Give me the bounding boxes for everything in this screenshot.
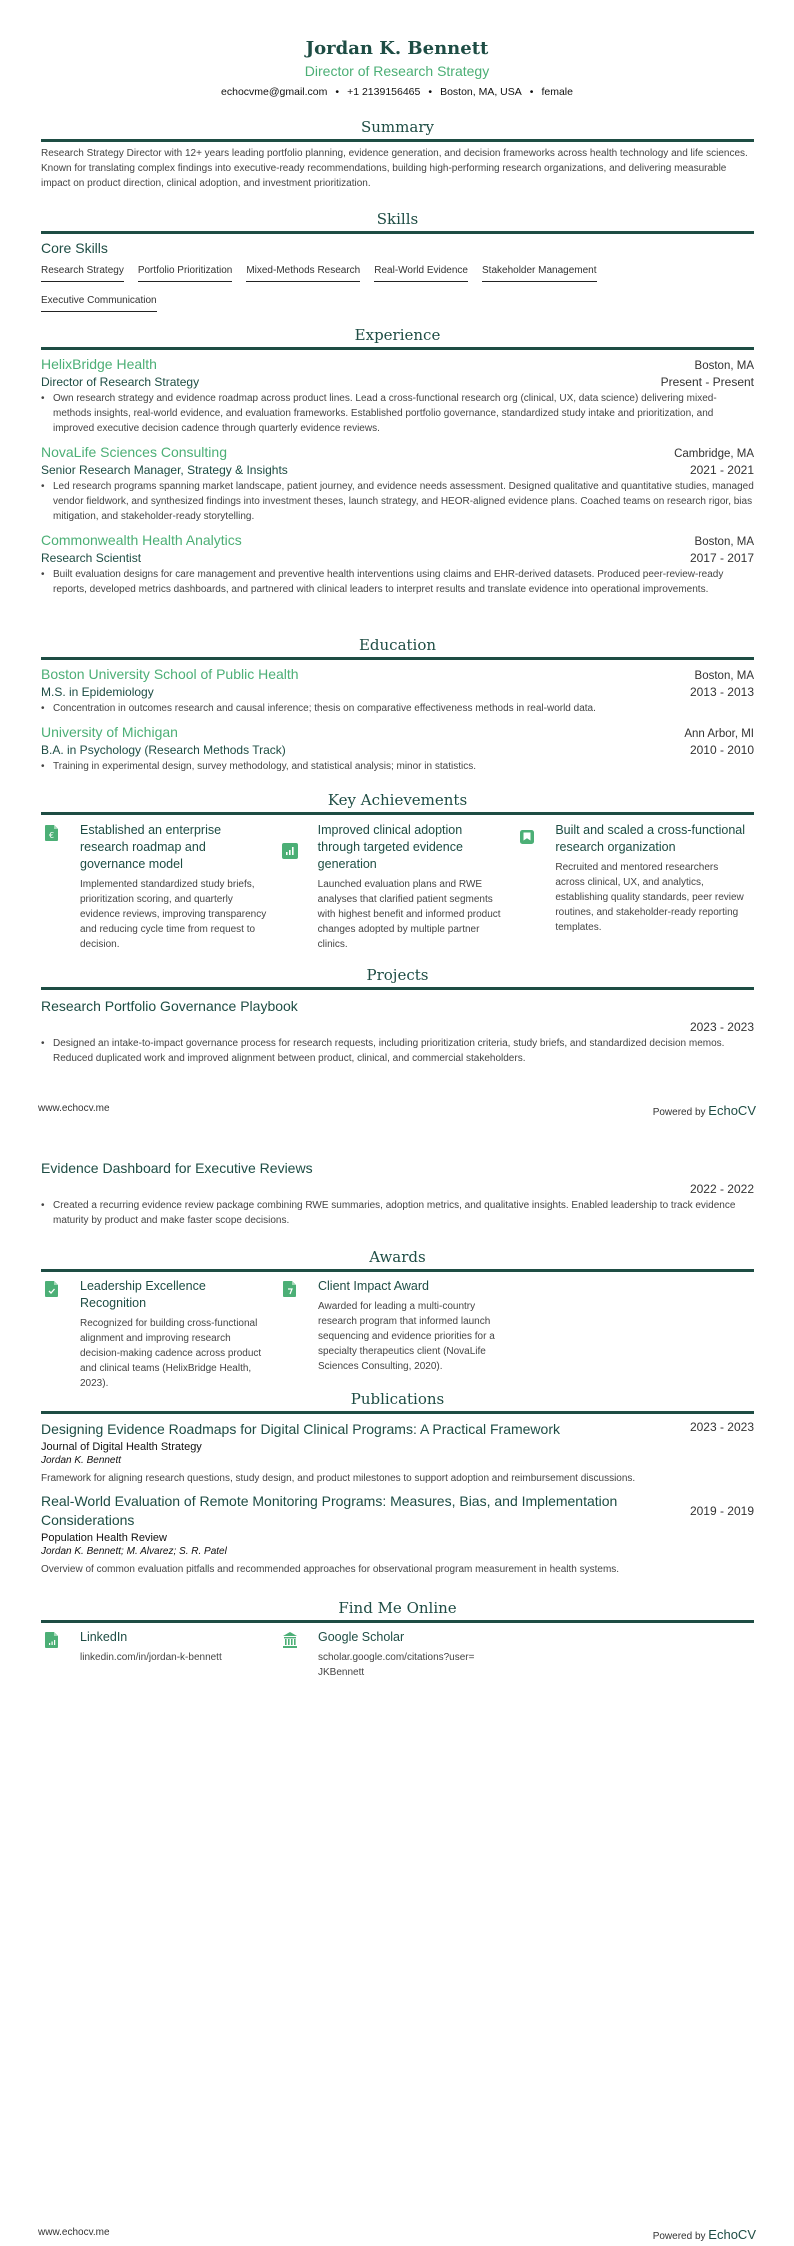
publication-summary: Overview of common evaluation pitfalls and recommended approaches for observational program measurement in health systems. bbox=[41, 1564, 620, 1575]
document-icon bbox=[282, 1280, 298, 1298]
contact-email[interactable]: echocvme@gmail.com bbox=[221, 86, 328, 98]
section-heading-education: Education bbox=[41, 636, 754, 660]
section-heading-online: Find Me Online bbox=[41, 1599, 754, 1623]
project-dates: 2022 - 2022 bbox=[689, 1182, 754, 1196]
section-heading-summary: Summary bbox=[41, 118, 754, 142]
footer-site-link[interactable]: www.echocv.me bbox=[38, 2227, 110, 2238]
award-title: Client Impact Award bbox=[318, 1279, 429, 1293]
school-name: Boston University School of Public Health bbox=[41, 666, 299, 682]
contact-line bbox=[0, 86, 794, 98]
profile-label: LinkedIn bbox=[80, 1630, 128, 1644]
profile-url[interactable]: scholar.google.com/citations?user=JKBennett bbox=[318, 1652, 475, 1678]
degree: B.A. in Psychology (Research Methods Track) bbox=[41, 743, 286, 757]
publications-list bbox=[41, 1420, 754, 1577]
project-title: Evidence Dashboard for Executive Reviews bbox=[41, 1160, 313, 1176]
publication-authors: Jordan K. Bennett; M. Alvarez; S. R. Patel bbox=[41, 1546, 227, 1557]
publication-item bbox=[41, 1492, 754, 1577]
achievement-title: Established an enterprise research roadmap and governance model bbox=[80, 823, 222, 871]
project-title: Research Portfolio Governance Playbook bbox=[41, 998, 298, 1014]
achievement-text: Launched evaluation plans and RWE analyses that clarified patient segments with highest benefit and informed product changes adopted by multiple partner clinics. bbox=[317, 879, 501, 950]
job-dates: Present - Present bbox=[660, 375, 754, 389]
publication-dates: 2019 - 2019 bbox=[689, 1504, 754, 1518]
online-profile[interactable] bbox=[282, 1629, 520, 1680]
skill-group-title: Core Skills bbox=[41, 240, 108, 256]
company-name: HelixBridge Health bbox=[41, 356, 157, 372]
education-list bbox=[41, 666, 754, 774]
project-description: • Designed an intake-to-impact governance process for research requests, including prioritization criteria, study briefs, and standardized decision memos. Reduced duplicated work and improved alignment between product, clinical, and commercial stakeholders. bbox=[41, 1036, 754, 1066]
job-description: • Own research strategy and evidence roadmap across product lines. Lead a cross-functional research org (clinical, UX, data science) delivering mixed-methods insights, real-world evidence, and evaluation frameworks. Established portfolio governance, standardized study intake and prioritization, and improved executive decision cadence through quarterly evidence reviews. bbox=[41, 391, 754, 436]
company-location: Boston, MA bbox=[694, 536, 754, 548]
education-item bbox=[41, 724, 754, 774]
experience-item bbox=[41, 532, 754, 597]
job-description: • Built evaluation designs for care management and preventive health interventions using claims and EHR-derived datasets. Produced peer-review-ready reports, developed metrics dashboards, and partnered with clinical leaders to interpret results and translate evidence into operational improvements. bbox=[41, 567, 754, 597]
skills-section bbox=[41, 240, 754, 320]
job-dates: 2021 - 2021 bbox=[689, 463, 754, 477]
education-dates: 2010 - 2010 bbox=[689, 743, 754, 757]
achievements-grid bbox=[44, 822, 757, 952]
school-name: University of Michigan bbox=[41, 724, 178, 740]
project-item bbox=[41, 1160, 754, 1228]
company-location: Boston, MA bbox=[694, 360, 754, 372]
company-name: NovaLife Sciences Consulting bbox=[41, 444, 227, 460]
separator: • bbox=[529, 86, 534, 98]
section-heading-skills: Skills bbox=[41, 210, 754, 234]
candidate-title: Director of Research Strategy bbox=[304, 63, 490, 79]
publication-venue: Population Health Review bbox=[41, 1532, 167, 1544]
publication-dates: 2023 - 2023 bbox=[689, 1420, 754, 1434]
skill-tag: Executive Communication bbox=[41, 295, 157, 312]
project-item bbox=[41, 998, 754, 1066]
school-location: Boston, MA bbox=[694, 670, 754, 682]
publication-item bbox=[41, 1420, 754, 1486]
publication-summary: Framework for aligning research questions, study design, and product milestones to support adoption and reimbursement discussions. bbox=[41, 1473, 636, 1484]
school-location: Ann Arbor, MI bbox=[684, 728, 754, 740]
profile-url[interactable]: linkedin.com/in/jordan-k-bennett bbox=[80, 1652, 222, 1663]
page-footer bbox=[38, 1103, 756, 1118]
achievement-title: Built and scaled a cross-functional research organization bbox=[555, 823, 746, 854]
awards-grid bbox=[44, 1278, 757, 1391]
skill-tag: Stakeholder Management bbox=[482, 265, 597, 282]
job-description: • Led research programs spanning market landscape, patient journey, and evidence needs assessment. Designed qualitative and quantitative studies, managed vendor fieldwork, and synthesized findings into investment theses, launch strategy, and HEOR-aligned evidence plans. Coached teams on research rigor, bias mitigation, and stakeholder-ready storytelling. bbox=[41, 479, 754, 524]
euro-document-icon bbox=[44, 824, 60, 842]
footer-powered bbox=[653, 2227, 756, 2242]
experience-list bbox=[41, 356, 754, 597]
separator: • bbox=[428, 86, 433, 98]
job-title: Director of Research Strategy bbox=[41, 375, 200, 389]
skill-tag: Mixed-Methods Research bbox=[246, 265, 360, 282]
footer-site-link[interactable]: www.echocv.me bbox=[38, 1103, 110, 1114]
page-footer bbox=[38, 2227, 756, 2242]
bookmark-icon bbox=[519, 828, 535, 846]
award-text: Recognized for building cross-functional alignment and improving research decision-making cadence across product and clinical teams (HelixBridge Health, 2023). bbox=[80, 1318, 262, 1389]
section-heading-experience: Experience bbox=[41, 326, 754, 350]
section-heading-projects: Projects bbox=[41, 966, 754, 990]
education-description: • Training in experimental design, survey methodology, and statistical analysis; minor in statistics. bbox=[41, 759, 754, 774]
section-heading-achievements: Key Achievements bbox=[41, 791, 754, 815]
education-dates: 2013 - 2013 bbox=[689, 685, 754, 699]
award-text: Awarded for leading a multi-country research program that informed launch sequencing and evidence priorities for a specialty therapeutics client (NovaLife Sciences Consulting, 2020). bbox=[318, 1301, 495, 1372]
contact-phone[interactable]: +1 2139156465 bbox=[347, 86, 421, 98]
award-title: Leadership Excellence Recognition bbox=[80, 1279, 206, 1310]
separator: • bbox=[335, 86, 340, 98]
experience-item bbox=[41, 444, 754, 524]
contact-gender: female bbox=[541, 86, 573, 98]
achievement-card bbox=[519, 822, 757, 952]
section-heading-publications: Publications bbox=[41, 1390, 754, 1414]
award-card bbox=[44, 1278, 282, 1391]
candidate-name: Jordan K. Bennett bbox=[305, 38, 489, 59]
chart-document-icon bbox=[44, 1631, 60, 1649]
brand-name: EchoCV bbox=[708, 1103, 756, 1118]
job-dates: 2017 - 2017 bbox=[689, 551, 754, 565]
company-name: Commonwealth Health Analytics bbox=[41, 532, 242, 548]
check-document-icon bbox=[44, 1280, 60, 1298]
profile-label: Google Scholar bbox=[318, 1630, 405, 1644]
achievement-title: Improved clinical adoption through targeted evidence generation bbox=[317, 823, 463, 871]
svg-text:€: € bbox=[48, 831, 55, 840]
award-card bbox=[282, 1278, 520, 1391]
project-dates: 2023 - 2023 bbox=[689, 1020, 754, 1034]
achievement-text: Recruited and mentored researchers across clinical, UX, and analytics, establishing quality standards, peer review routines, and stakeholder-ready reporting templates. bbox=[555, 862, 744, 933]
publication-authors: Jordan K. Bennett bbox=[41, 1455, 122, 1466]
bar-chart-icon bbox=[282, 842, 298, 860]
section-heading-awards: Awards bbox=[41, 1248, 754, 1272]
online-grid bbox=[44, 1629, 757, 1680]
summary-text: Research Strategy Director with 12+ years leading portfolio planning, evidence generation, and decision frameworks across health technology and life sciences. Known for translating complex findings into executive-ready recommendations, building high-performing research organizations, and delivering measurable impact on product direction, clinical adoption, and investment prioritization. bbox=[41, 148, 748, 189]
education-description: • Concentration in outcomes research and causal inference; thesis on comparative effectiveness methods in real-world data. bbox=[41, 701, 754, 716]
achievement-card bbox=[44, 822, 282, 952]
publication-title: Designing Evidence Roadmaps for Digital Clinical Programs: A Practical Framework bbox=[41, 1421, 560, 1437]
footer-powered bbox=[653, 1103, 756, 1118]
experience-item bbox=[41, 356, 754, 436]
degree: M.S. in Epidemiology bbox=[41, 685, 154, 699]
skill-tag: Research Strategy bbox=[41, 265, 124, 282]
contact-location: Boston, MA, USA bbox=[440, 86, 522, 98]
achievement-card bbox=[282, 822, 520, 952]
bank-icon bbox=[282, 1631, 298, 1649]
education-item bbox=[41, 666, 754, 716]
skill-tag: Real-World Evidence bbox=[374, 265, 468, 282]
publication-title: Real-World Evaluation of Remote Monitoring Programs: Measures, Bias, and Implementation Considerations bbox=[41, 1493, 618, 1528]
powered-label: Powered by bbox=[652, 1107, 706, 1118]
brand-name: EchoCV bbox=[708, 2227, 756, 2242]
skill-tag: Portfolio Prioritization bbox=[138, 265, 232, 282]
job-title: Research Scientist bbox=[41, 551, 142, 565]
project-description: • Created a recurring evidence review package combining RWE summaries, adoption metrics, and qualitative insights. Enabled leadership to track evidence maturity by product and make faster scope decisions. bbox=[41, 1198, 754, 1228]
online-profile[interactable] bbox=[44, 1629, 282, 1680]
achievement-text: Implemented standardized study briefs, prioritization scoring, and quarterly evidence reviews, improving transparency and reducing cycle time from request to decision. bbox=[80, 879, 267, 950]
company-location: Cambridge, MA bbox=[674, 448, 754, 460]
publication-venue: Journal of Digital Health Strategy bbox=[41, 1441, 202, 1453]
job-title: Senior Research Manager, Strategy & Insights bbox=[41, 463, 288, 477]
powered-label: Powered by bbox=[652, 2231, 706, 2242]
